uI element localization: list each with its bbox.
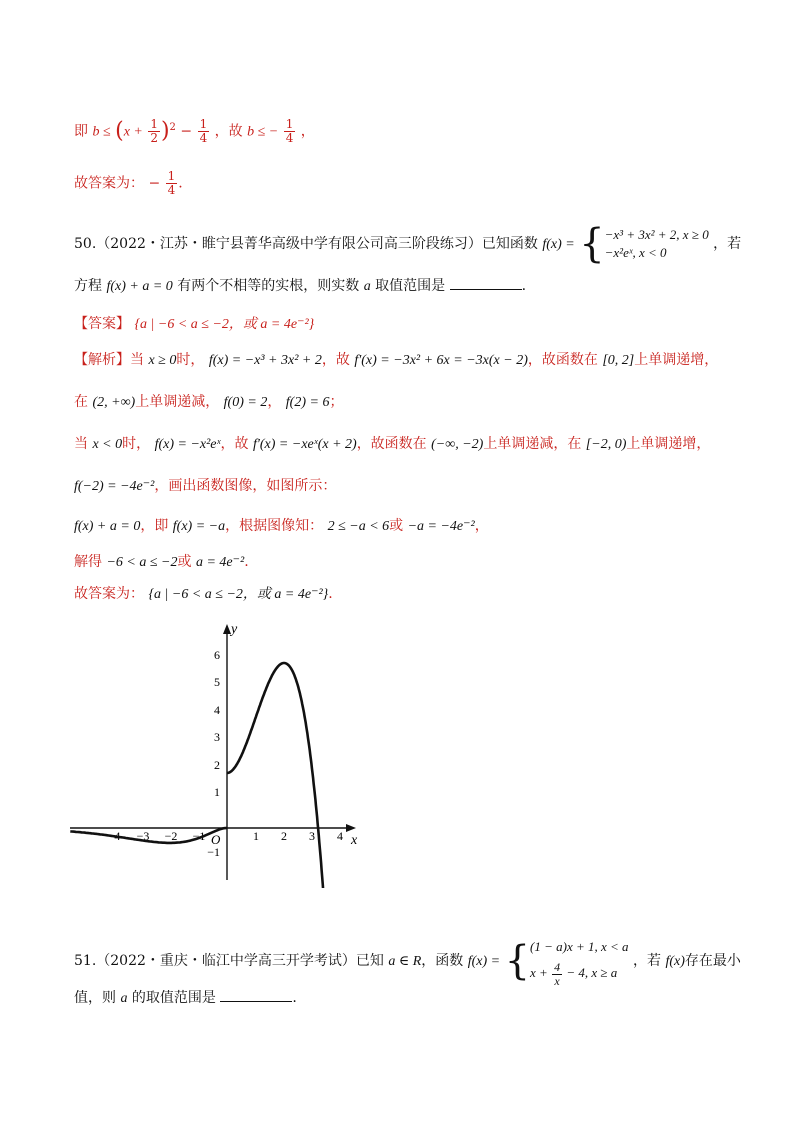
text: 时，: [122, 436, 151, 452]
text: .: [328, 586, 333, 602]
text: ，: [300, 123, 315, 140]
fraction-quarter-2: [284, 118, 296, 145]
question-source: 51.（2022・重庆・临江中学高三开学考试）已知: [74, 952, 384, 969]
math: f(x) =: [467, 953, 501, 969]
text: ，: [474, 518, 489, 534]
math: x ≥ 0: [148, 353, 177, 368]
math: b ≤: [92, 124, 111, 140]
question-50-line-1: [74, 221, 742, 267]
text: 上单调递减，: [135, 394, 220, 410]
num: 1: [285, 117, 294, 132]
math: f(x) = −a: [172, 519, 226, 534]
math: f(−2) = −4e⁻²: [74, 479, 155, 494]
text: .: [178, 175, 183, 192]
text: ，: [267, 394, 282, 410]
question-source: 50.（2022・江苏・睢宁县菁华高级中学有限公司高三阶段练习）已知函数: [74, 236, 538, 252]
math: f(x) + a = 0: [74, 519, 141, 534]
math: a: [120, 991, 128, 1006]
y-tick-label: 6: [214, 648, 220, 662]
math: 2 ≤ −a < 6: [327, 519, 390, 534]
analysis-line-4: [74, 476, 336, 497]
text: ，即: [140, 518, 169, 534]
math: −6 < a ≤ −2: [106, 555, 178, 570]
y-tick-label: 5: [214, 675, 220, 689]
prev-answer-line: [74, 170, 183, 197]
text: 存在最小: [684, 952, 741, 969]
text: 或: [389, 518, 404, 534]
fraction-quarter: [198, 118, 210, 145]
x-tick-label: −2: [164, 829, 178, 843]
text: .: [521, 278, 527, 294]
math: f(0) = 2: [223, 395, 268, 410]
text: .: [292, 990, 297, 1006]
answer-label: 【答案】: [74, 316, 130, 332]
text: ，若: [632, 952, 661, 969]
text: ，故: [214, 123, 243, 140]
prev-solution-line-1: [74, 118, 315, 145]
answer-blank: [450, 277, 522, 290]
text: 上单调递增，: [626, 436, 711, 452]
sup: 2: [169, 122, 176, 133]
case: (1 − a)x + 1, x < a: [530, 939, 629, 954]
question-51-line-1: [74, 934, 741, 988]
brace: {: [504, 937, 531, 984]
analysis-line-1: [74, 350, 718, 371]
text: .: [244, 554, 249, 570]
text: 的取值范围是: [131, 990, 216, 1006]
case: −x³ + 3x² + 2, x ≥ 0: [604, 227, 709, 242]
math: [0, 2]: [602, 353, 635, 368]
origin-label: O: [211, 832, 221, 847]
math: x < 0: [92, 437, 123, 452]
x-axis-label: x: [351, 833, 358, 848]
math: −: [180, 123, 193, 140]
text: 解得: [74, 554, 102, 570]
analysis-line-7: [74, 584, 333, 605]
paren: (: [115, 118, 124, 144]
text: 有两个不相等的实根，则实数: [177, 278, 360, 294]
math: −a = −4e⁻²: [407, 519, 475, 534]
brace: {: [579, 221, 605, 267]
x-tick-label: 4: [337, 829, 343, 843]
y-tick-label: 3: [214, 730, 220, 744]
text: 方程: [74, 278, 102, 294]
text: 上单调递增，: [634, 352, 719, 368]
x-tick-label: −1: [192, 829, 206, 843]
case: −x²eˣ, x < 0: [604, 245, 667, 260]
question-51-line-2: [74, 988, 297, 1009]
y-tick-label: 2: [214, 758, 220, 772]
x-tick-label: 2: [281, 829, 287, 843]
text: 时，: [176, 352, 205, 368]
math: f(x): [665, 953, 685, 969]
analysis-line-2: [74, 392, 343, 413]
text: ，若: [713, 236, 742, 252]
analysis-line-6: [74, 552, 249, 573]
math: a ∈ R: [388, 953, 422, 969]
text: ，故: [321, 352, 350, 368]
math: f(x) = −x²eˣ: [154, 437, 221, 452]
fraction-answer: [166, 170, 178, 197]
text: 故答案为：: [74, 586, 144, 602]
den: 4: [285, 131, 294, 146]
math: x +: [530, 965, 548, 980]
den: 2: [150, 131, 158, 146]
fraction-4-over-x: [552, 961, 562, 988]
math: x +: [123, 124, 143, 140]
x-tick-label: 3: [309, 829, 315, 843]
num: 1: [199, 117, 208, 132]
den: 4: [199, 131, 208, 146]
y-tick-label: −1: [207, 845, 220, 859]
x-tick-label: 1: [253, 829, 259, 843]
math: f(x) =: [542, 237, 575, 252]
math: f(x) + a = 0: [106, 279, 173, 294]
analysis-line-5: [74, 516, 489, 537]
math: (2, +∞): [92, 395, 136, 410]
question-50-line-2: [74, 276, 526, 297]
text: ；: [329, 394, 344, 410]
text: ，画出函数图像，如图所示：: [154, 478, 337, 494]
math: f(2) = 6: [285, 395, 330, 410]
analysis-label: 【解析】: [74, 352, 130, 368]
y-axis-label: y: [231, 622, 238, 637]
piecewise-cases: [605, 226, 709, 262]
y-axis-arrow: [223, 624, 231, 634]
den: 4: [167, 183, 176, 197]
text: ，根据图像知：: [225, 518, 324, 534]
math: b ≤ −: [247, 124, 279, 140]
num: 1: [150, 117, 158, 132]
text: 上单调递减，在: [483, 436, 582, 452]
function-graph: [70, 618, 370, 888]
math: f(x) = −x³ + 3x² + 2: [208, 353, 322, 368]
text: 当: [74, 436, 88, 452]
text: 取值范围是: [375, 278, 446, 294]
text: 或: [177, 554, 192, 570]
math: [−2, 0): [585, 437, 627, 452]
text: 值，则: [74, 990, 116, 1006]
text: 当: [130, 352, 144, 368]
math: f′(x) = −xeˣ(x + 2): [252, 437, 357, 452]
case: [530, 960, 629, 988]
paren: ): [160, 118, 170, 144]
piecewise-cases: [530, 934, 629, 988]
math: a = 4e⁻²: [195, 555, 245, 570]
text: ，故函数在: [527, 352, 598, 368]
answer-line: [74, 314, 314, 335]
function-curve: [70, 663, 325, 888]
math: f′(x) = −3x² + 6x = −3x(x − 2): [354, 353, 528, 368]
math: a: [363, 279, 371, 294]
math: (−∞, −2): [431, 437, 484, 452]
fraction-half: [148, 118, 160, 145]
num: 1: [167, 169, 176, 183]
text: ，故函数在: [356, 436, 427, 452]
answer-blank: [220, 989, 292, 1002]
num: 4: [554, 959, 561, 974]
y-tick-label: 4: [214, 703, 220, 717]
text: 即: [74, 123, 88, 140]
text: ，函数: [421, 952, 464, 969]
answer-value: {a | −6 < a ≤ −2，或 a = 4e⁻²}: [134, 317, 315, 332]
x-tick-label: −4: [107, 829, 121, 843]
text: 在: [74, 394, 88, 410]
x-axis-arrow: [346, 824, 356, 832]
text: ，故: [220, 436, 249, 452]
math: − 4, x ≥ a: [566, 965, 618, 980]
x-tick-label: −3: [136, 829, 150, 843]
math: {a | −6 < a ≤ −2，或 a = 4e⁻²}: [148, 587, 329, 602]
text: 故答案为：: [74, 175, 144, 192]
den: x: [554, 973, 560, 988]
analysis-line-3: [74, 434, 710, 455]
math: −: [148, 175, 161, 192]
y-tick-label: 1: [214, 785, 220, 799]
